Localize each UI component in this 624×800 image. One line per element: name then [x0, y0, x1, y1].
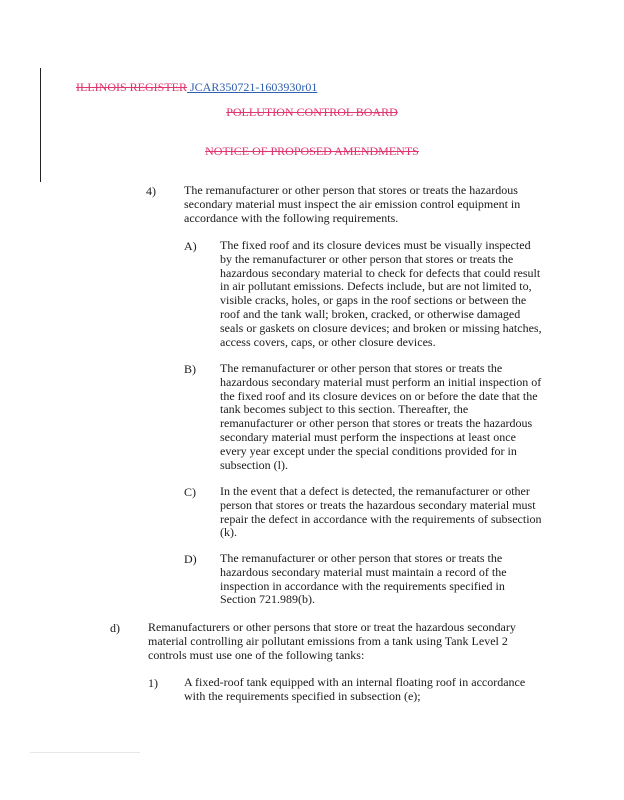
subitem-d-label: D): [184, 552, 197, 566]
document-id[interactable]: JCAR350721-1603930r01: [187, 80, 318, 94]
subitem-c-label: C): [184, 485, 196, 499]
subitem-c-text: In the event that a defect is detected, the remanufacturer or other person that stores or treats the hazardous secondary material must repair the defect in accordance with the requirements of subsection (k).: [220, 484, 542, 540]
revision-margin-bar: [40, 68, 41, 182]
register-title-struck: ILLINOIS REGISTER: [76, 80, 187, 94]
item-1-text: A fixed-roof tank equipped with an internal floating roof in accordance with the requirements specified in subsection (e);: [184, 675, 526, 703]
notice-title: NOTICE OF PROPOSED AMENDMENTS: [205, 144, 419, 158]
subitem-a-label: A): [184, 239, 197, 253]
item-4-label: 4): [146, 184, 156, 198]
board-title: POLLUTION CONTROL BOARD: [226, 105, 398, 119]
subitem-b-text: The remanufacturer or other person that stores or treats the hazardous secondary material must perform an initial inspection of the fixed roof and its closure devices on or before the date that the tank becomes subject to this section. Thereafter, the remanufacturer or other person that stores or treats the hazardous secondary material must perform the inspections at least once every year except under the special conditions provided for in subsection (l).: [220, 361, 542, 472]
subitem-a-text: The fixed roof and its closure devices must be visually inspected by the remanufacturer or other person that stores or treats the hazardous secondary material to check for defects that could result in air pollutant emissions. Defects include, but are not limited to, visible cracks, holes, or gaps in the roof sections or between the roof and the tank wall; broken, cracked, or otherwise damaged seals or gaskets on closure devices; and broken or missing hatches, access covers, caps, or other closure devices.: [220, 238, 542, 349]
register-header: [76, 80, 317, 95]
subitem-d-text: The remanufacturer or other person that stores or treats the hazardous secondary material must maintain a record of the inspection in accordance with the requirements specified in Section 721.989(b).: [220, 551, 507, 607]
item-4-text: The remanufacturer or other person that stores or treats the hazardous secondary material must inspect the air emission control equipment in accordance with the following requirements.: [184, 183, 521, 225]
subitem-b-label: B): [184, 362, 196, 376]
footer-rule: [30, 752, 140, 753]
item-d-text: Remanufacturers or other persons that store or treat the hazardous secondary material controlling air pollutant emissions from a tank using Tank Level 2 controls must use one of the following tanks:: [148, 620, 516, 662]
item-d-label: d): [110, 621, 120, 635]
item-1-label: 1): [148, 676, 158, 690]
